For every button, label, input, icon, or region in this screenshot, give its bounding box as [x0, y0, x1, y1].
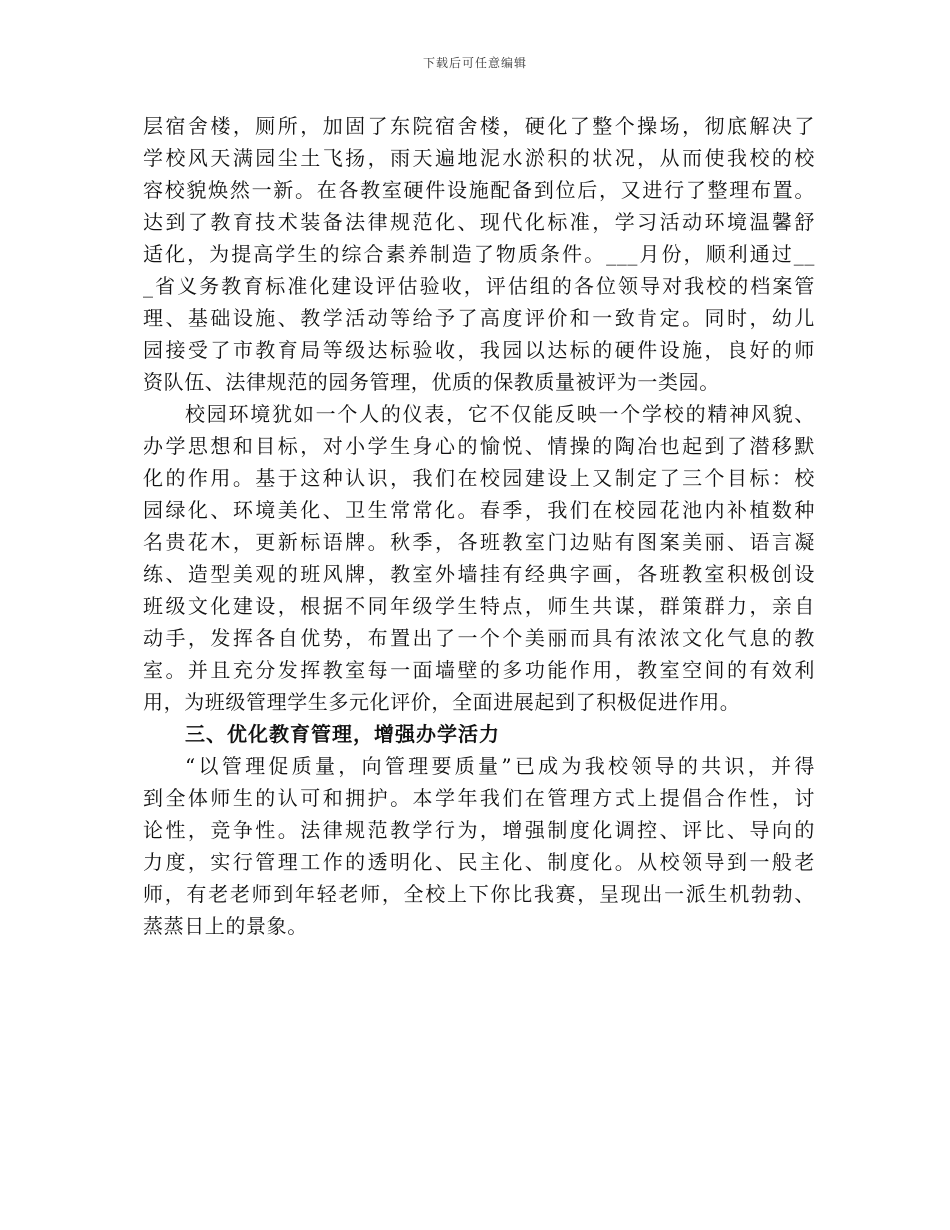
- text-line: _省义务教育标准化建设评估验收，评估组的各位领导对我校的档案管: [143, 274, 815, 298]
- text-line: 到全体师生的认可和拥护。本学年我们在管理方式上提倡合作性，讨: [143, 786, 815, 810]
- text-line: 名贵花木，更新标语牌。秋季，各班教室门边贴有图案美丽、语言凝: [143, 530, 815, 554]
- text-line: 层宿舍楼，厕所，加固了东院宿舍楼，硬化了整个操场，彻底解决了: [143, 114, 815, 138]
- text-line: 学校风天满园尘土飞扬，雨天遍地泥水淤积的状况，从而使我校的校: [143, 146, 815, 170]
- text-line: 资队伍、法律规范的园务管理，优质的保教质量被评为一类园。: [143, 370, 720, 394]
- document-body: [143, 110, 815, 942]
- page-header-note: 下载后可任意编辑: [422, 56, 527, 70]
- text-line: 动手，发挥各自优势，布置出了一个个美丽而具有浓浓文化气息的教: [143, 626, 815, 650]
- text-line: 园绿化、环境美化、卫生常常化。春季，我们在校园花池内补植数种: [143, 498, 815, 522]
- paragraph-campus-environment: [143, 398, 815, 718]
- text-line: 论性，竞争性。法律规范教学行为，增强制度化调控、评比、导向的: [143, 818, 815, 842]
- text-line: 班级文化建设，根据不同年级学生特点，师生共谋，群策群力，亲自: [143, 594, 815, 618]
- text-line: 用，为班级管理学生多元化评价，全面进展起到了积极促进作用。: [143, 690, 741, 714]
- text-line: 容校貌焕然一新。在各教室硬件设施配备到位后，又进行了整理布置。: [143, 178, 815, 202]
- text-line: 理、基础设施、教学活动等给予了高度评价和一致肯定。同时，幼儿: [143, 306, 815, 330]
- text-line: 办学思想和目标，对小学生身心的愉悦、情操的陶冶也起到了潜移默: [143, 434, 815, 458]
- text-line: 力度，实行管理工作的透明化、民主化、制度化。从校领导到一般老: [143, 850, 815, 874]
- text-line: 师，有老老师到年轻老师，全校上下你比我赛，呈现出一派生机勃勃、: [143, 882, 815, 906]
- section-heading: 三、优化教育管理，增强办学活力: [185, 722, 500, 746]
- text-line: 达到了教育技术装备法律规范化、现代化标准，学习活动环境温馨舒: [143, 210, 815, 234]
- text-line: “以管理促质量，向管理要质量”已成为我校领导的共识，并得: [185, 754, 815, 778]
- text-line: 适化，为提高学生的综合素养制造了物质条件。___月份，顺利通过__: [143, 242, 815, 266]
- text-line: 校园环境犹如一个人的仪表，它不仅能反映一个学校的精神风貌、: [185, 402, 815, 426]
- text-line: 化的作用。基于这种认识，我们在校园建设上又制定了三个目标：校: [143, 466, 815, 490]
- text-line: 园接受了市教育局等级达标验收，我园以达标的硬件设施，良好的师: [143, 338, 815, 362]
- text-line: 练、造型美观的班风牌，教室外墙挂有经典字画，各班教室积极创设: [143, 562, 815, 586]
- paragraph-campus-facilities: [143, 110, 815, 398]
- paragraph-management: [143, 750, 815, 942]
- text-line: 室。并且充分发挥教室每一面墙壁的多功能作用，教室空间的有效利: [143, 658, 815, 682]
- text-line: 蒸蒸日上的景象。: [143, 914, 308, 938]
